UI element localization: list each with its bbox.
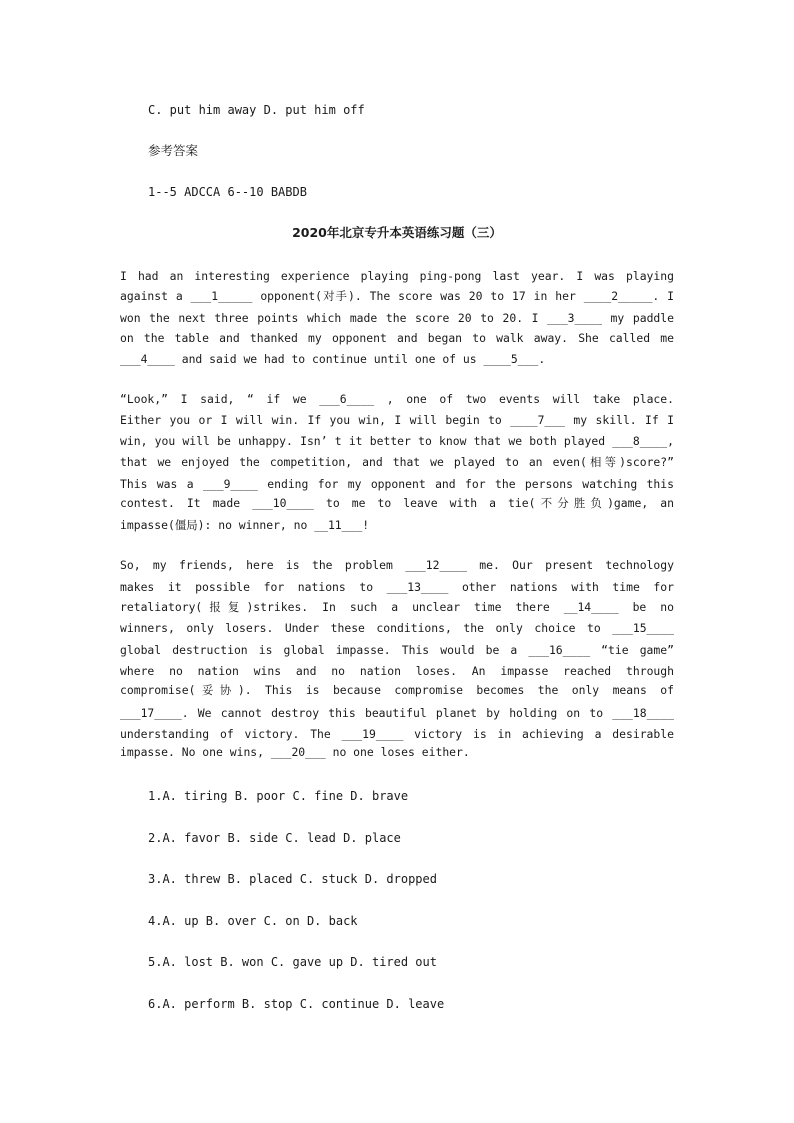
- paragraph-line: compromise(妥协). This is because compromise becomes the only means of: [120, 683, 674, 697]
- question-options-6: 6.A. perform B. stop C. continue D. leave: [148, 997, 445, 1011]
- question-options-1: 1.A. tiring B. poor C. fine D. brave: [148, 789, 409, 803]
- paragraph-line: understanding of victory. The ___19____ victory is in achieving a desirable: [120, 727, 674, 741]
- paragraph-line: global destruction is global impasse. This would be a ___16____ “tie game”: [120, 643, 674, 657]
- paragraph-line: win, you will be unhappy. Isn’ t it better to know that we both played ___8____,: [120, 434, 674, 448]
- paragraph-line: “Look,” I said, “ if we ___6____ , one of two events will take place.: [120, 392, 674, 406]
- paragraph-line: that we enjoyed the competition, and that we played to an even(相等)score?”: [120, 455, 674, 469]
- paragraph-line: So, my friends, here is the problem ___12____ me. Our present technology: [120, 558, 674, 572]
- answers-heading: 参考答案: [148, 143, 199, 158]
- paragraph-line: impasse. No one wins, ___20___ no one loses either.: [120, 745, 470, 759]
- paragraph-line: against a ___1_____ opponent(对手). The score was 20 to 17 in her ____2_____. I: [120, 289, 674, 303]
- paragraph-line: contest. It made ___10____ to me to leave with a tie(不分胜负)game, an: [120, 496, 674, 510]
- section-title: 2020年北京专升本英语练习题（三）: [292, 225, 502, 240]
- question-options-4: 4.A. up B. over C. on D. back: [148, 914, 358, 928]
- paragraph-line: ___17____. We cannot destroy this beautiful planet by holding on to ___18____: [120, 706, 674, 720]
- question-options-5: 5.A. lost B. won C. gave up D. tired out: [148, 955, 437, 969]
- paragraph-line: makes it possible for nations to ___13____ other nations with time for: [120, 580, 674, 594]
- paragraph-line: impasse(僵局): no winner, no __11___!: [120, 518, 370, 532]
- question-options-2: 2.A. favor B. side C. lead D. place: [148, 831, 401, 845]
- paragraph-line: This was a ___9____ ending for my opponent and for the persons watching this: [120, 477, 674, 491]
- paragraph-line: retaliatory(报复)strikes. In such a unclear time there __14____ be no: [120, 600, 674, 614]
- answer-key: 1--5 ADCCA 6--10 BABDB: [148, 185, 307, 199]
- paragraph-line: Either you or I will win. If you win, I will begin to ____7___ my skill. If I: [120, 413, 674, 427]
- question-options-3: 3.A. threw B. placed C. stuck D. dropped: [148, 872, 437, 886]
- paragraph-line: I had an interesting experience playing ping-pong last year. I was playing: [120, 269, 674, 283]
- paragraph-line: on the table and thanked my opponent and began to walk away. She called me: [120, 331, 674, 345]
- paragraph-line: where no nation wins and no nation loses. An impasse reached through: [120, 664, 674, 678]
- paragraph-line: ___4____ and said we had to continue until one of us ____5___.: [120, 352, 546, 366]
- paragraph-line: winners, only losers. Under these conditions, the only choice to ___15____: [120, 621, 674, 635]
- paragraph-line: won the next three points which made the score 20 to 20. I ___3____ my paddle: [120, 311, 674, 325]
- previous-question-options: C. put him away D. put him off: [148, 103, 365, 117]
